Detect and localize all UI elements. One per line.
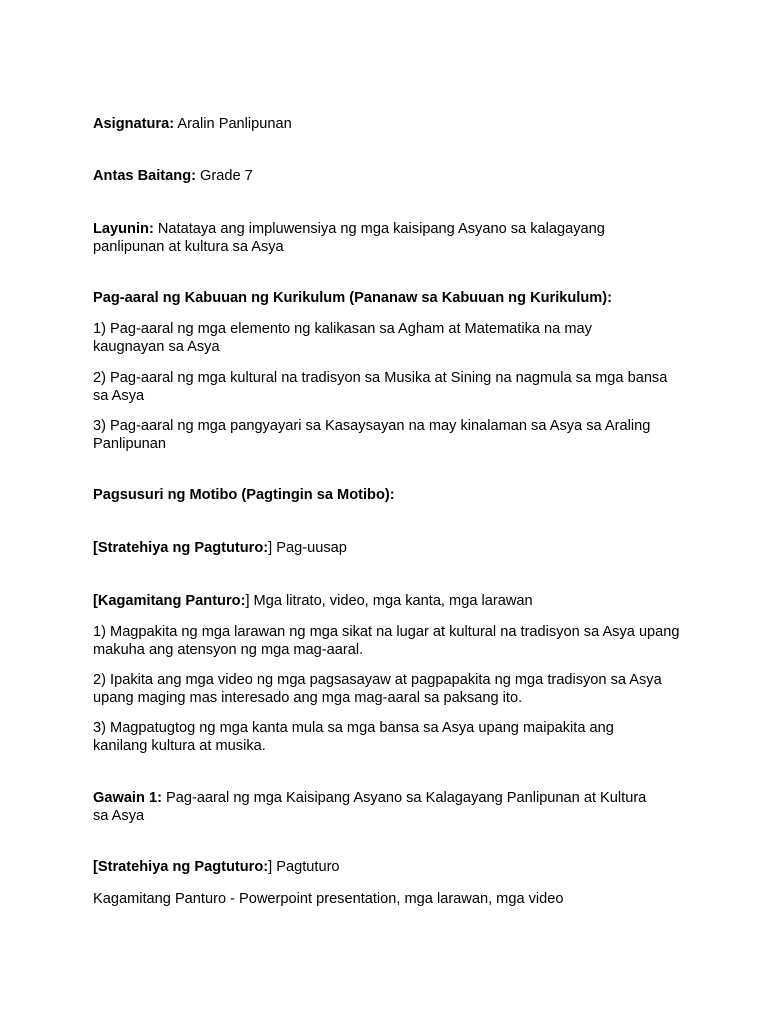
stratehiya-label: [Stratehiya ng Pagtuturo: (93, 540, 269, 556)
motibo-item: 2) Ipakita ang mga video ng mga pagsasayaw at pagpapakita ng mga tradisyon sa Asya upang maging mas interesado ang mga mag-aaral sa paksang ito. (93, 672, 662, 706)
kurikulum-item: 1) Pag-aaral ng mga elemento ng kalikasan sa Agham at Matematika na may kaugnayan sa Asya (93, 321, 592, 355)
layunin-paragraph (93, 221, 658, 256)
antas-line (93, 168, 693, 186)
motibo-heading-text: Pagsusuri ng Motibo (Pagtingin sa Motibo): (93, 487, 395, 503)
stratehiya-bracket: ] (268, 859, 273, 875)
asignatura-label: Asignatura: (93, 116, 175, 132)
gawain1-paragraph (93, 790, 653, 825)
gawain1-stratehiya-line (93, 859, 693, 877)
asignatura-value: Aralin Panlipunan (174, 116, 292, 132)
motibo-stratehiya-line (93, 540, 693, 558)
stratehiya-label: [Stratehiya ng Pagtuturo: (93, 859, 269, 875)
kagamitan-value: Mga litrato, video, mga kanta, mga larawan (249, 593, 533, 609)
kurikulum-item: 3) Pag-aaral ng mga pangyayari sa Kasaysayan na may kinalaman sa Asya sa Araling Panlipunan (93, 418, 651, 452)
layunin-value: Natataya ang impluwensiya ng mga kaisipang Asyano sa kalagayang panlipunan at kultura sa Asya (93, 221, 605, 255)
stratehiya-value: Pag-uusap (272, 540, 347, 556)
antas-value: Grade 7 (195, 168, 253, 184)
kagamitan-bracket: ] (245, 593, 250, 609)
motibo-item: 1) Magpakita ng mga larawan ng mga sikat na lugar at kultural na tradisyon sa Asya upang makuha ang atensyon ng mga mag-aaral. (93, 624, 680, 658)
gawain1-kagamitan-line: Kagamitang Panturo - Powerpoint presentation, mga larawan, mga video (93, 891, 564, 907)
gawain1-label: Gawain 1: (93, 790, 162, 806)
kurikulum-heading (93, 290, 713, 308)
motibo-item: 3) Magpatugtog ng mga kanta mula sa mga bansa sa Asya upang maipakita ang kanilang kultura at musika. (93, 720, 614, 754)
layunin-label: Layunin: (93, 221, 154, 237)
antas-label: Antas Baitang: (93, 168, 196, 184)
stratehiya-bracket: ] (268, 540, 273, 556)
stratehiya-value: Pagtuturo (272, 859, 340, 875)
kurikulum-item: 2) Pag-aaral ng mga kultural na tradisyon sa Musika at Sining na nagmula sa mga bansa sa Asya (93, 370, 668, 404)
gawain1-value: Pag-aaral ng mga Kaisipang Asyano sa Kalagayang Panlipunan at Kultura sa Asya (93, 790, 647, 824)
motibo-heading (93, 487, 693, 505)
motibo-kagamitan-line (93, 593, 693, 611)
asignatura-line (93, 116, 693, 134)
kurikulum-heading-text: Pag-aaral ng Kabuuan ng Kurikulum (Pananaw sa Kabuuan ng Kurikulum): (93, 290, 612, 306)
kagamitan-label: [Kagamitang Panturo: (93, 593, 246, 609)
